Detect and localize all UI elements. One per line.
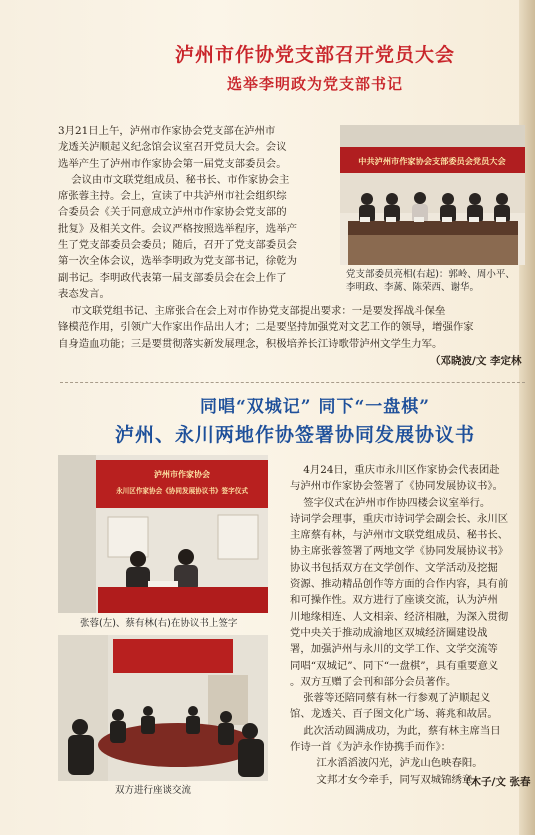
meeting-photo-illustration	[340, 125, 525, 265]
article2-photo2-caption: 双方进行座谈交流	[115, 785, 192, 796]
article2-subtitle: 泸州、永川两地作协签署协同发展协议书	[114, 424, 475, 446]
discussion-photo-illustration	[58, 635, 268, 781]
article2-title: 同唱“双城记” 同下“一盘棋”	[199, 397, 431, 417]
photo2-banner-line2: 永川区作家协会《协同发展协议书》签字仪式	[116, 487, 248, 495]
article1-subtitle: 选举李明政为党支部书记	[226, 75, 403, 93]
article1-photo-caption: 党支部委员亮相(右起)：郭岭、周小平、 李明政、李蓠、陈荣西、谢华。	[346, 269, 515, 293]
photo1-banner-text: 中共泸州市作家协会支部委员会党员大会	[358, 156, 506, 166]
section-divider	[60, 382, 525, 383]
photo2-banner-line1: 泸州市作家协会	[154, 470, 210, 479]
article2-photo-discussion	[58, 635, 268, 781]
article2-photo1-caption: 张蓉(左)、蔡有林(右)在协议书上签字	[80, 618, 238, 629]
signing-photo-illustration	[58, 455, 268, 613]
article1-title: 泸州市作协党支部召开党员大会	[174, 44, 455, 66]
article1-byline: （邓晓波/文 李定林	[430, 355, 522, 367]
article2-body: 4月24日，重庆市永川区作家协会代表团赴 与泸州市作家协会签署了《协同发展协议书》。 签字仪式在泸州市作协四楼会议室举行。 诗词学会理事，重庆市诗词学会副会长、永川区 主席蔡有林，与泸州市文联党组成员、秘书长、 协主席张蓉签署了两地文学《协同发展协议书》 协议书包括双方在文学创作、文学活动及挖掘 资源、推动精品创作等方面的合作内容，具有前 和可操作性。双方进行了座谈交流，认为泸州 川地缘相连、人文相亲、经济相融，为深入贯彻 党中央关于推动成渝地区双城经济圈建设战 署，加强泸州与永川的文学工作、文学交流等 同唱“双城记”、同下“一盘棋”，具有重要意义 。双方互赠了会刊和部分会员著作。 张蓉等还陪同蔡有林一行参观了泸顺起义 馆、龙透关、百子图文化广场、蒋兆和故居。 此次活动圆满成功，为此，蔡有林主席当日 作诗一首《为泸永作协携手而作》： 江水滔滔波闪光，泸龙山色映春阳。 文邦才女今牵手，同写双城锦绣章。	[290, 464, 509, 786]
article2-photo-signing	[58, 455, 268, 613]
article1-body-top: 3月21日上午，泸州市作家协会党支部在泸州市 龙透关泸顺起义纪念馆会议室召开党员大会。会议 选举产生了泸州市作家协会第一届党支部委员会。 会议由市文联党组成员、秘书长、市作家协会主 席张蓉主持。会上，宣读了中共泸州市社会组织综 合委员会《关于同意成立泸州市作家协会党支部的 批复》及相关文件。会议严格按照选举程序，选举产 生了党支部委员会委员；随后，召开了党支部委员会 第一次全体会议，选举李明政为党支部书记，徐乾为 副书记。李明政代表第一届支部委员会在会上作了 表态发言。	[58, 125, 297, 300]
article2-byline: （木子/文 张春	[460, 776, 531, 788]
article1-body-bottom: 市文联党组书记、主席张合在会上对市作协党支部提出要求：一是要发挥战斗保垒 锋模范作用，引领广大作家出作品出人才；二是要坚持加强党对文艺工作的领导，增强作家 自身造血功能；三是要贯彻落实新发展理念，积极培养长江诗歌带泸州文学生力军。	[58, 305, 474, 350]
article1-photo	[340, 125, 525, 265]
